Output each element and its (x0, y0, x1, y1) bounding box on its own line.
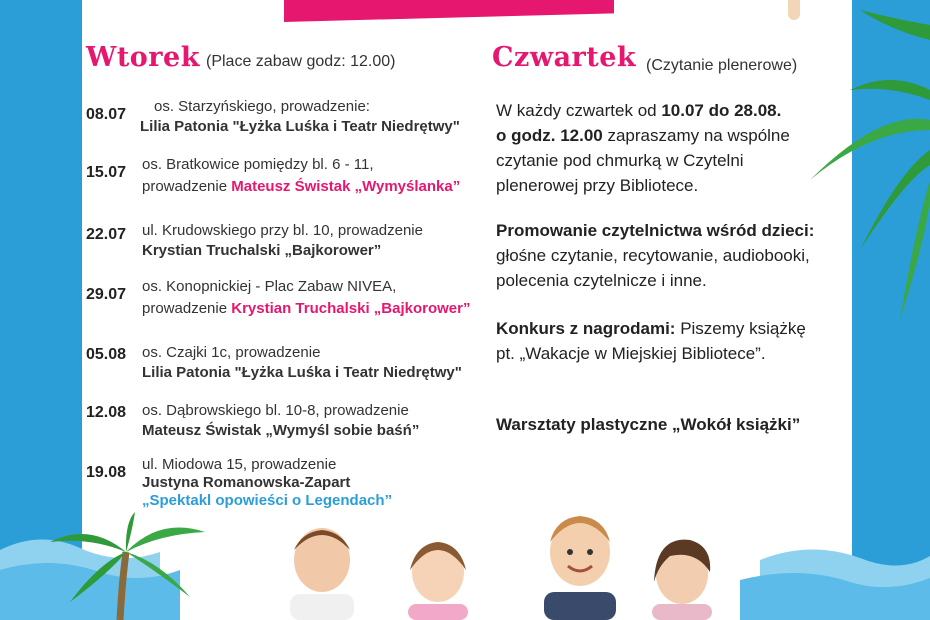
entry-prefix: prowadzenie (142, 300, 228, 317)
intro-line (496, 98, 790, 123)
palm-tree-bottom-left (40, 512, 210, 620)
intro-line (496, 123, 790, 148)
thursday-workshop (496, 412, 800, 437)
promo-title: Promowanie czytelnictwa wśród dzieci: (496, 221, 815, 240)
entry-place: ul. Miodowa 15, prowadzenie (142, 456, 337, 473)
contest-text: Piszemy książkę (675, 319, 806, 338)
entry-place: os. Czajki 1c, prowadzenie (142, 344, 321, 361)
entry-place: os. Dąbrowskiego bl. 10-8, prowadzenie (142, 402, 409, 419)
thursday-intro (496, 98, 790, 198)
entry-host: Krystian Truchalski „Bajkorower” (231, 300, 471, 317)
entry-place: os. Bratkowice pomiędzy bl. 6 - 11, (142, 156, 374, 173)
entry-host: Mateusz Świstak „Wymyślanka” (231, 178, 461, 195)
entry-prefix: prowadzenie (142, 178, 228, 195)
entry-host: Lilia Patonia "Łyżka Luśka i Teatr Niedrętwy" (142, 364, 462, 381)
intro-time: o godz. 12.00 (496, 126, 603, 145)
thursday-title: Czwartek (492, 42, 637, 73)
entry-date: 05.08 (86, 346, 127, 363)
thursday-subtitle: (Czytanie plenerowe) (646, 57, 798, 74)
entry-host: Krystian Truchalski „Bajkorower” (142, 242, 382, 259)
entry-date: 22.07 (86, 226, 127, 243)
palm-tree-right (790, 0, 930, 330)
entry-host-line (142, 300, 471, 317)
entry-host: Mateusz Świstak „Wymyśl sobie baśń” (142, 422, 420, 439)
tuesday-title: Wtorek (86, 42, 200, 73)
child-boy-reading-illustration (282, 520, 362, 620)
intro-line: czytanie pod chmurką w Czytelni (496, 151, 744, 170)
promo-line: głośne czytanie, recytowanie, audiobooki, (496, 246, 810, 265)
contest-line: pt. „Wakacje w Miejskiej Bibliotece”. (496, 344, 766, 363)
entry-host-title: „Spektakl opowieści o Legendach” (142, 492, 393, 509)
entry-host-line (142, 178, 460, 195)
intro-dates: 10.07 do 28.08. (661, 101, 782, 120)
intro-text: W każdy czwartek od (496, 101, 662, 120)
entry-date: 19.08 (86, 464, 127, 481)
intro-text: zapraszamy na wspólne (602, 126, 790, 145)
entry-date: 15.07 (86, 164, 127, 181)
entry-place: ul. Krudowskiego przy bl. 10, prowadzenie (142, 222, 423, 239)
entry-date: 29.07 (86, 286, 127, 303)
entry-place: os. Starzyńskiego, prowadzenie: (154, 98, 370, 115)
entry-host: Justyna Romanowska-Zapart (142, 474, 351, 491)
child-boy-smiling-illustration (540, 508, 620, 620)
entry-date: 12.08 (86, 404, 127, 421)
workshop-title: Warsztaty plastyczne „Wokół książki” (496, 415, 801, 434)
tuesday-subtitle: (Place zabaw godz: 12.00) (206, 53, 396, 70)
entry-date: 08.07 (86, 106, 127, 123)
thursday-promo (496, 218, 814, 293)
promo-line: polecenia czytelnicze i inne. (496, 271, 707, 290)
intro-line: plenerowej przy Bibliotece. (496, 176, 699, 195)
entry-host: Lilia Patonia "Łyżka Luśka i Teatr Niedrętwy" (140, 118, 460, 135)
child-girl-illustration (640, 532, 720, 620)
entry-place: os. Konopnickiej - Plac Zabaw NIVEA, (142, 278, 397, 295)
child-girl-reading-illustration (398, 530, 478, 620)
thursday-contest (496, 316, 806, 366)
contest-title: Konkurs z nagrodami: (496, 319, 676, 338)
